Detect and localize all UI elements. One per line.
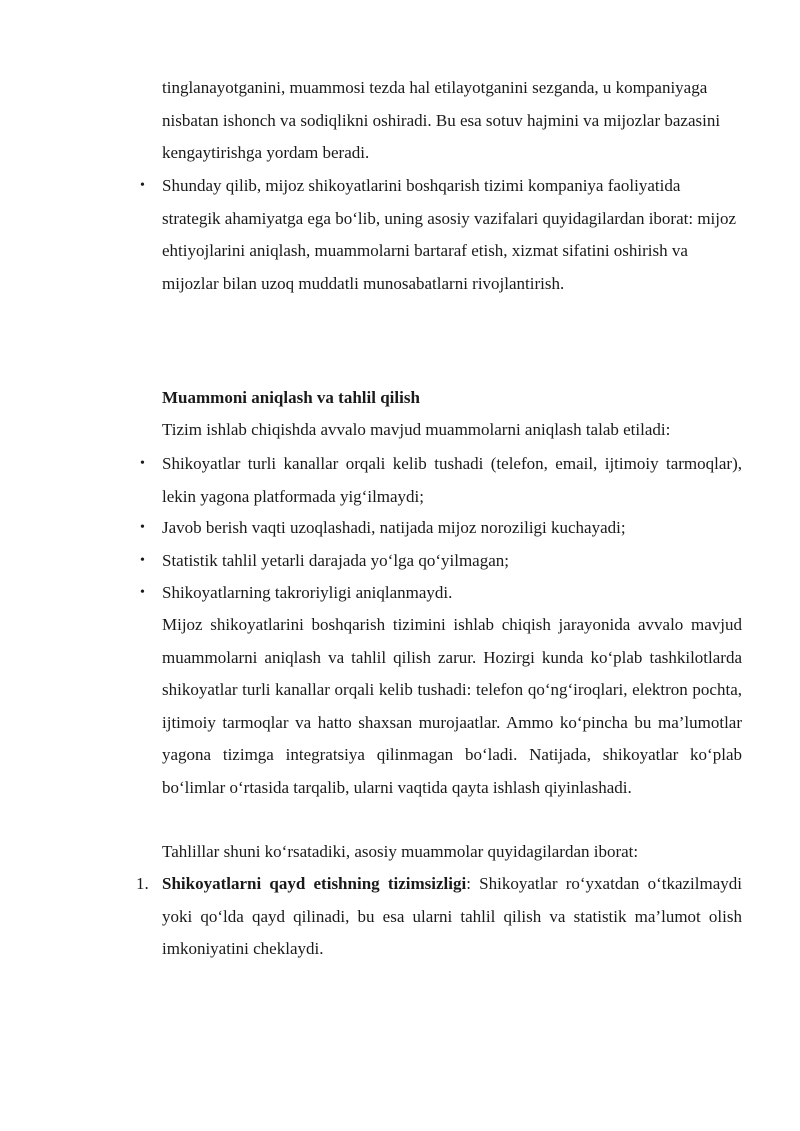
numbered-item-separator: : xyxy=(466,874,471,893)
bullet-item: Shikoyatlarning takroriyligi aniqlanmaydi. xyxy=(162,583,453,602)
bullet-marker: • xyxy=(140,520,145,535)
bullet-marker: • xyxy=(140,456,145,471)
bullet-marker: • xyxy=(140,553,145,568)
summary-bullet-item: Shunday qilib, mijoz shikoyatlarini boshqarish tizimi kompaniya faoliyatida strategik ahamiyatga ega bo‘lib, uning asosiy vazifalari quyidagilardan iborat: mijoz ehtiyojlarini aniqlash, muammolarni bartaraf etish, xizmat sifatini oshirish va mijozlar bilan uzoq muddatli munosabatlarni rivojlantirish. xyxy=(162,176,737,293)
numbered-item-text: Shikoyatlar ro‘yxatdan o‘tkazilmaydi yoki qo‘lda qayd qilinadi, bu esa ularni tahlil qilish va statistik ma’lumot olish imkoniyatini cheklaydi. xyxy=(162,874,742,958)
bullet-item: Statistik tahlil yetarli darajada yo‘lga qo‘yilmagan; xyxy=(162,551,509,570)
numbered-list-marker: 1. xyxy=(136,874,149,893)
numbered-list-item xyxy=(162,868,742,966)
bullet-marker: • xyxy=(140,178,145,193)
body-paragraph: Mijoz shikoyatlarini boshqarish tizimini ishlab chiqish jarayonida avvalo mavjud muammolarni aniqlash va tahlil qilish zarur. Hozirgi kunda ko‘plab tashkilotlarda shikoyatlar turli kanallar orqali kelib tushadi: telefon qo‘ng‘iroqlari, elektron pochta, ijtimoiy tarmoqlar va hatto shaxsan murojaatlar. Ammo ko‘pincha bu ma’lumotlar yagona tizimga integratsiya qilinmagan bo‘ladi. Natijada, shikoyatlar ko‘plab bo‘limlar o‘rtasida tarqalib, ularni vaqtida qayta ishlash qiyinlashadi. xyxy=(162,615,742,797)
intro-paragraph: tinglanayotganini, muammosi tezda hal etilayotganini sezganda, u kompaniyaga nisbatan ishonch va sodiqlikni oshiradi. Bu esa sotuv hajmini va mijozlar bazasini kengaytirishga yordam beradi. xyxy=(162,78,721,162)
numbered-item-title: Shikoyatlarni qayd etishning tizimsizligi xyxy=(162,874,467,893)
bullet-marker: • xyxy=(140,585,145,600)
section-lead-paragraph: Tizim ishlab chiqishda avvalo mavjud muammolarni aniqlash talab etiladi: xyxy=(162,420,671,439)
bullet-item: Shikoyatlar turli kanallar orqali kelib tushadi (telefon, email, ijtimoiy tarmoqlar), lekin yagona platformada yig‘ilmaydi; xyxy=(162,454,742,506)
bullet-item: Javob berish vaqti uzoqlashadi, natijada mijoz noroziligi kuchayadi; xyxy=(162,518,626,537)
section-heading: Muammoni aniqlash va tahlil qilish xyxy=(162,388,420,407)
findings-lead-paragraph: Tahlillar shuni ko‘rsatadiki, asosiy muammolar quyidagilardan iborat: xyxy=(162,842,639,861)
